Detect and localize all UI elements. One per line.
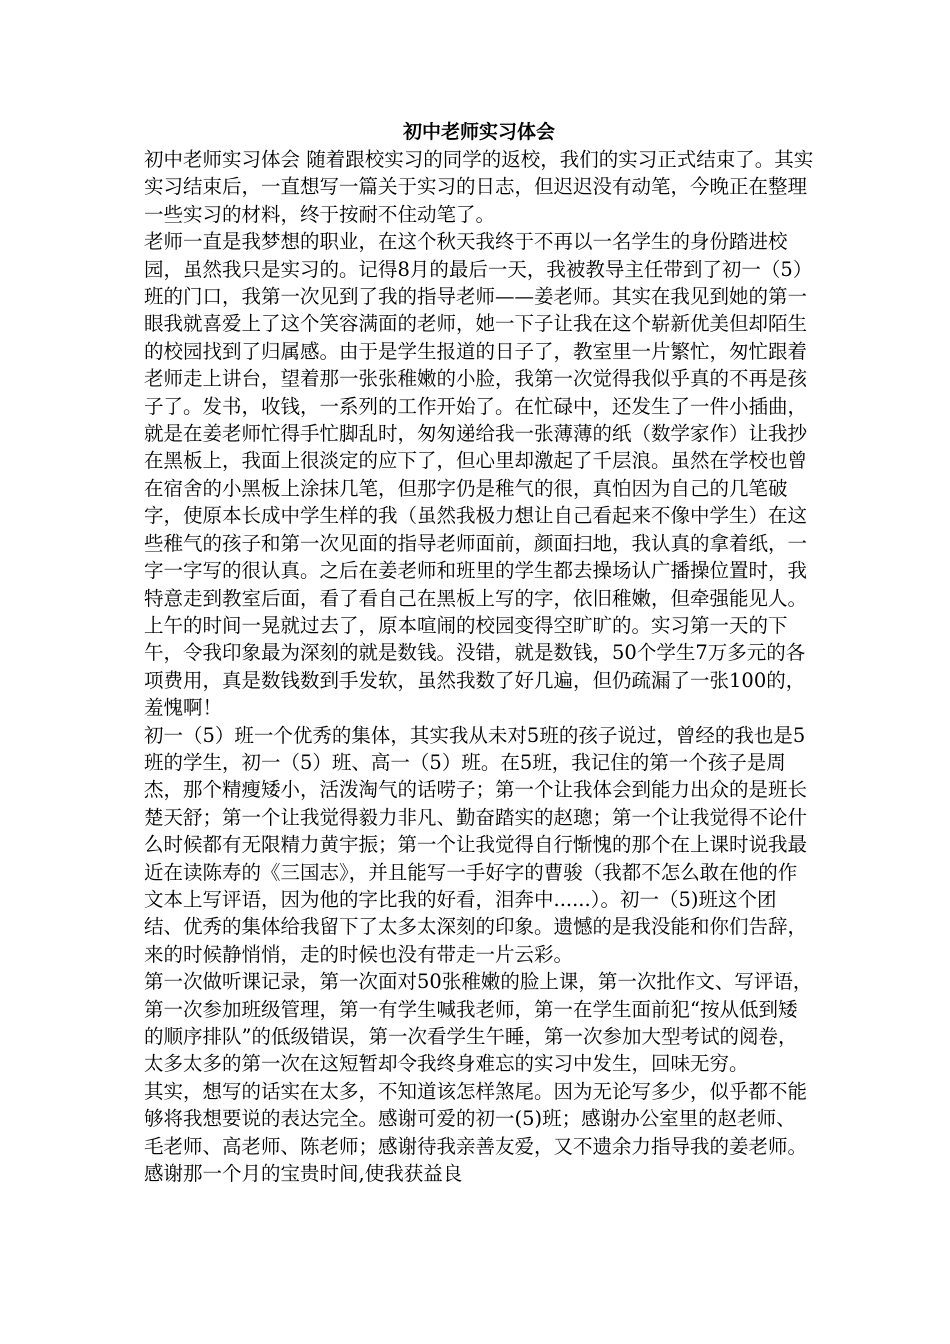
paragraph-intro: 初中老师实习体会 随着跟校实习的同学的返校，我们的实习正式结束了。其实实习结束后，一直想写一篇关于实习的日志，但迟迟没有动笔，今晚正在整理一些实习的材料，终于按耐不住动笔了。 (144, 148, 814, 226)
paragraph-thanks: 其实，想写的话实在太多，不知道该怎样煞尾。因为无论写多少，似乎都不能够将我想要说的表达完全。感谢可爱的初一(5)班；感谢办公室里的赵老师、毛老师、高老师、陈老师；感谢待我亲善友爱，又不遗余力指导我的姜老师。感谢那一个月的宝贵时间,使我获益良 (144, 1079, 808, 1186)
paragraph-firsts: 第一次做听课记录，第一次面对50张稚嫩的脸上课，第一次批作文、写评语，第一次参加班级管理，第一有学生喊我老师，第一在学生面前犯“按从低到矮的顺序排队”的低级错误，第一次看学生午睡，第一次参加大型考试的阅卷，太多太多的第一次在这短暂却令我终身难忘的实习中发生，回味无穷。 (144, 970, 813, 1076)
paragraph-class-five: 初一（5）班一个优秀的集体，其实我从未对5班的孩子说过，曾经的我也是5班的学生，初一（5）班、高一（5）班。在5班，我记住的第一个孩子是周杰，那个精瘦矮小，活泼淘气的话唠子；第一个让我体会到能力出众的是班长楚天舒；第一个让我觉得毅力非凡、勤奋踏实的赵璁；第一个让我觉得不论什么时候都有无限精力黄宇振；第一个让我觉得自行惭愧的那个在上课时说我最近在读陈寿的《三国志》，并且能写一手好字的曹骏（我都不怎么敢在他的作文本上写评语，因为他的字比我的好看，泪奔中......）。初一（5)班这个团结、优秀的集体给我留下了太多太深刻的印象。遗憾的是我没能和你们告辞，来的时候静悄悄，走的时候也没有带走一片云彩。 (144, 723, 808, 966)
paragraph-first-day: 老师一直是我梦想的职业，在这个秋天我终于不再以一名学生的身份踏进校园，虽然我只是实习的。记得8月的最后一天，我被教导主任带到了初一（5）班的门口，我第一次见到了我的指导老师——姜老师。其实在我见到她的第一眼我就喜爱上了这个笑容满面的老师，她一下子让我在这个崭新优美但却陌生的校园找到了归属感。由于是学生报道的日子了，教室里一片繁忙，匆忙跟着老师走上讲台，望着那一张张稚嫩的小脸，我第一次觉得我似乎真的不再是孩子了。发书，收钱，一系列的工作开始了。在忙碌中，还发生了一件小插曲，就是在姜老师忙得手忙脚乱时，匆匆递给我一张薄薄的纸（数学家作）让我抄在黑板上，我面上很淡定的应下了，但心里却激起了千层浪。虽然在学校也曾在宿舍的小黑板上涂抹几笔，但那字仍是稚气的很，真怕因为自己的几笔破字，使原本长成中学生样的我（虽然我极力想让自己看起来不像中学生）在这些稚气的孩子和第一次见面的指导老师面前，颜面扫地，我认真的拿着纸，一字一字写的很认真。之后在姜老师和班里的学生都去操场认广播操位置时，我特意走到教室后面，看了看自己在黑板上写的字，依旧稚嫩，但牵强能见人。上午的时间一晃就过去了，原本喧闹的校园变得空旷旷的。实习第一天的下午，令我印象最为深刻的就是数钱。没错，就是数钱，50个学生7万多元的各项费用，真是数钱数到手发软，虽然我数了好几遍，但仍疏漏了一张100的，羞愧啊！ (144, 230, 813, 720)
document-title: 初中老师实习体会 (402, 121, 555, 143)
document-page (144, 118, 814, 1187)
